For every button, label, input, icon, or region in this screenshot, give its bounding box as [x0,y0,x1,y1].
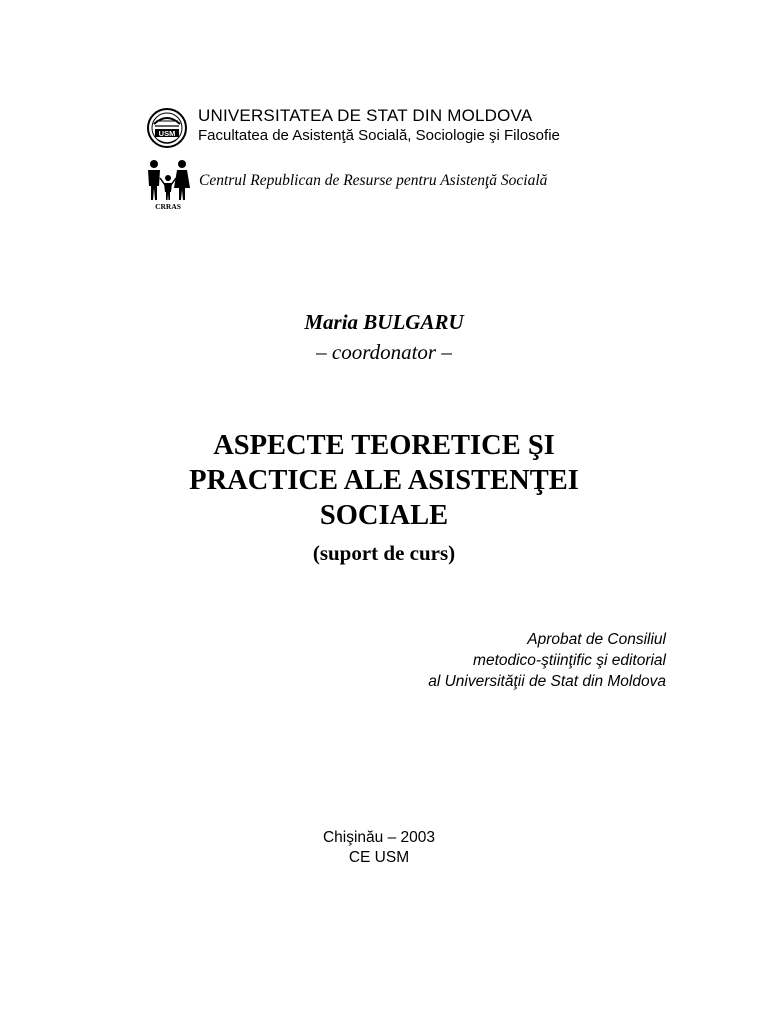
approval-line-2: metodico-ştiinţific şi editorial [473,652,666,669]
title-line-1: ASPECTE TEORETICE ŞI [213,430,555,461]
title-line-2: PRACTICE ALE ASISTENŢEI [189,465,579,496]
approval-line-3: al Universităţii de Stat din Moldova [428,673,666,690]
faculty-name: Facultatea de Asistenţă Socială, Sociologie şi Filosofie [198,127,560,144]
cras-logo-text: CRRAS [155,202,181,210]
author-name: Maria BULGARU [304,310,464,334]
place-year: Chişinău – 2003 [322,829,436,846]
title-line-3: SOCIALE [319,500,449,531]
usm-logo [146,104,188,150]
approval-note [428,629,666,692]
usm-logo-text: USM [158,129,176,138]
author-role: – coordonator – [316,340,452,364]
university-name: UNIVERSITATEA DE STAT DIN MOLDOVA [198,106,533,125]
approval-line-1: Aprobat de Consiliul [527,631,666,648]
resource-center-name: Centrul Republican de Resurse pentru Asistenţă Socială [199,172,548,189]
book-subtitle: (suport de curs) [312,541,456,565]
publisher: CE USM [348,849,410,866]
cras-logo [144,158,192,210]
book-title [84,428,684,533]
